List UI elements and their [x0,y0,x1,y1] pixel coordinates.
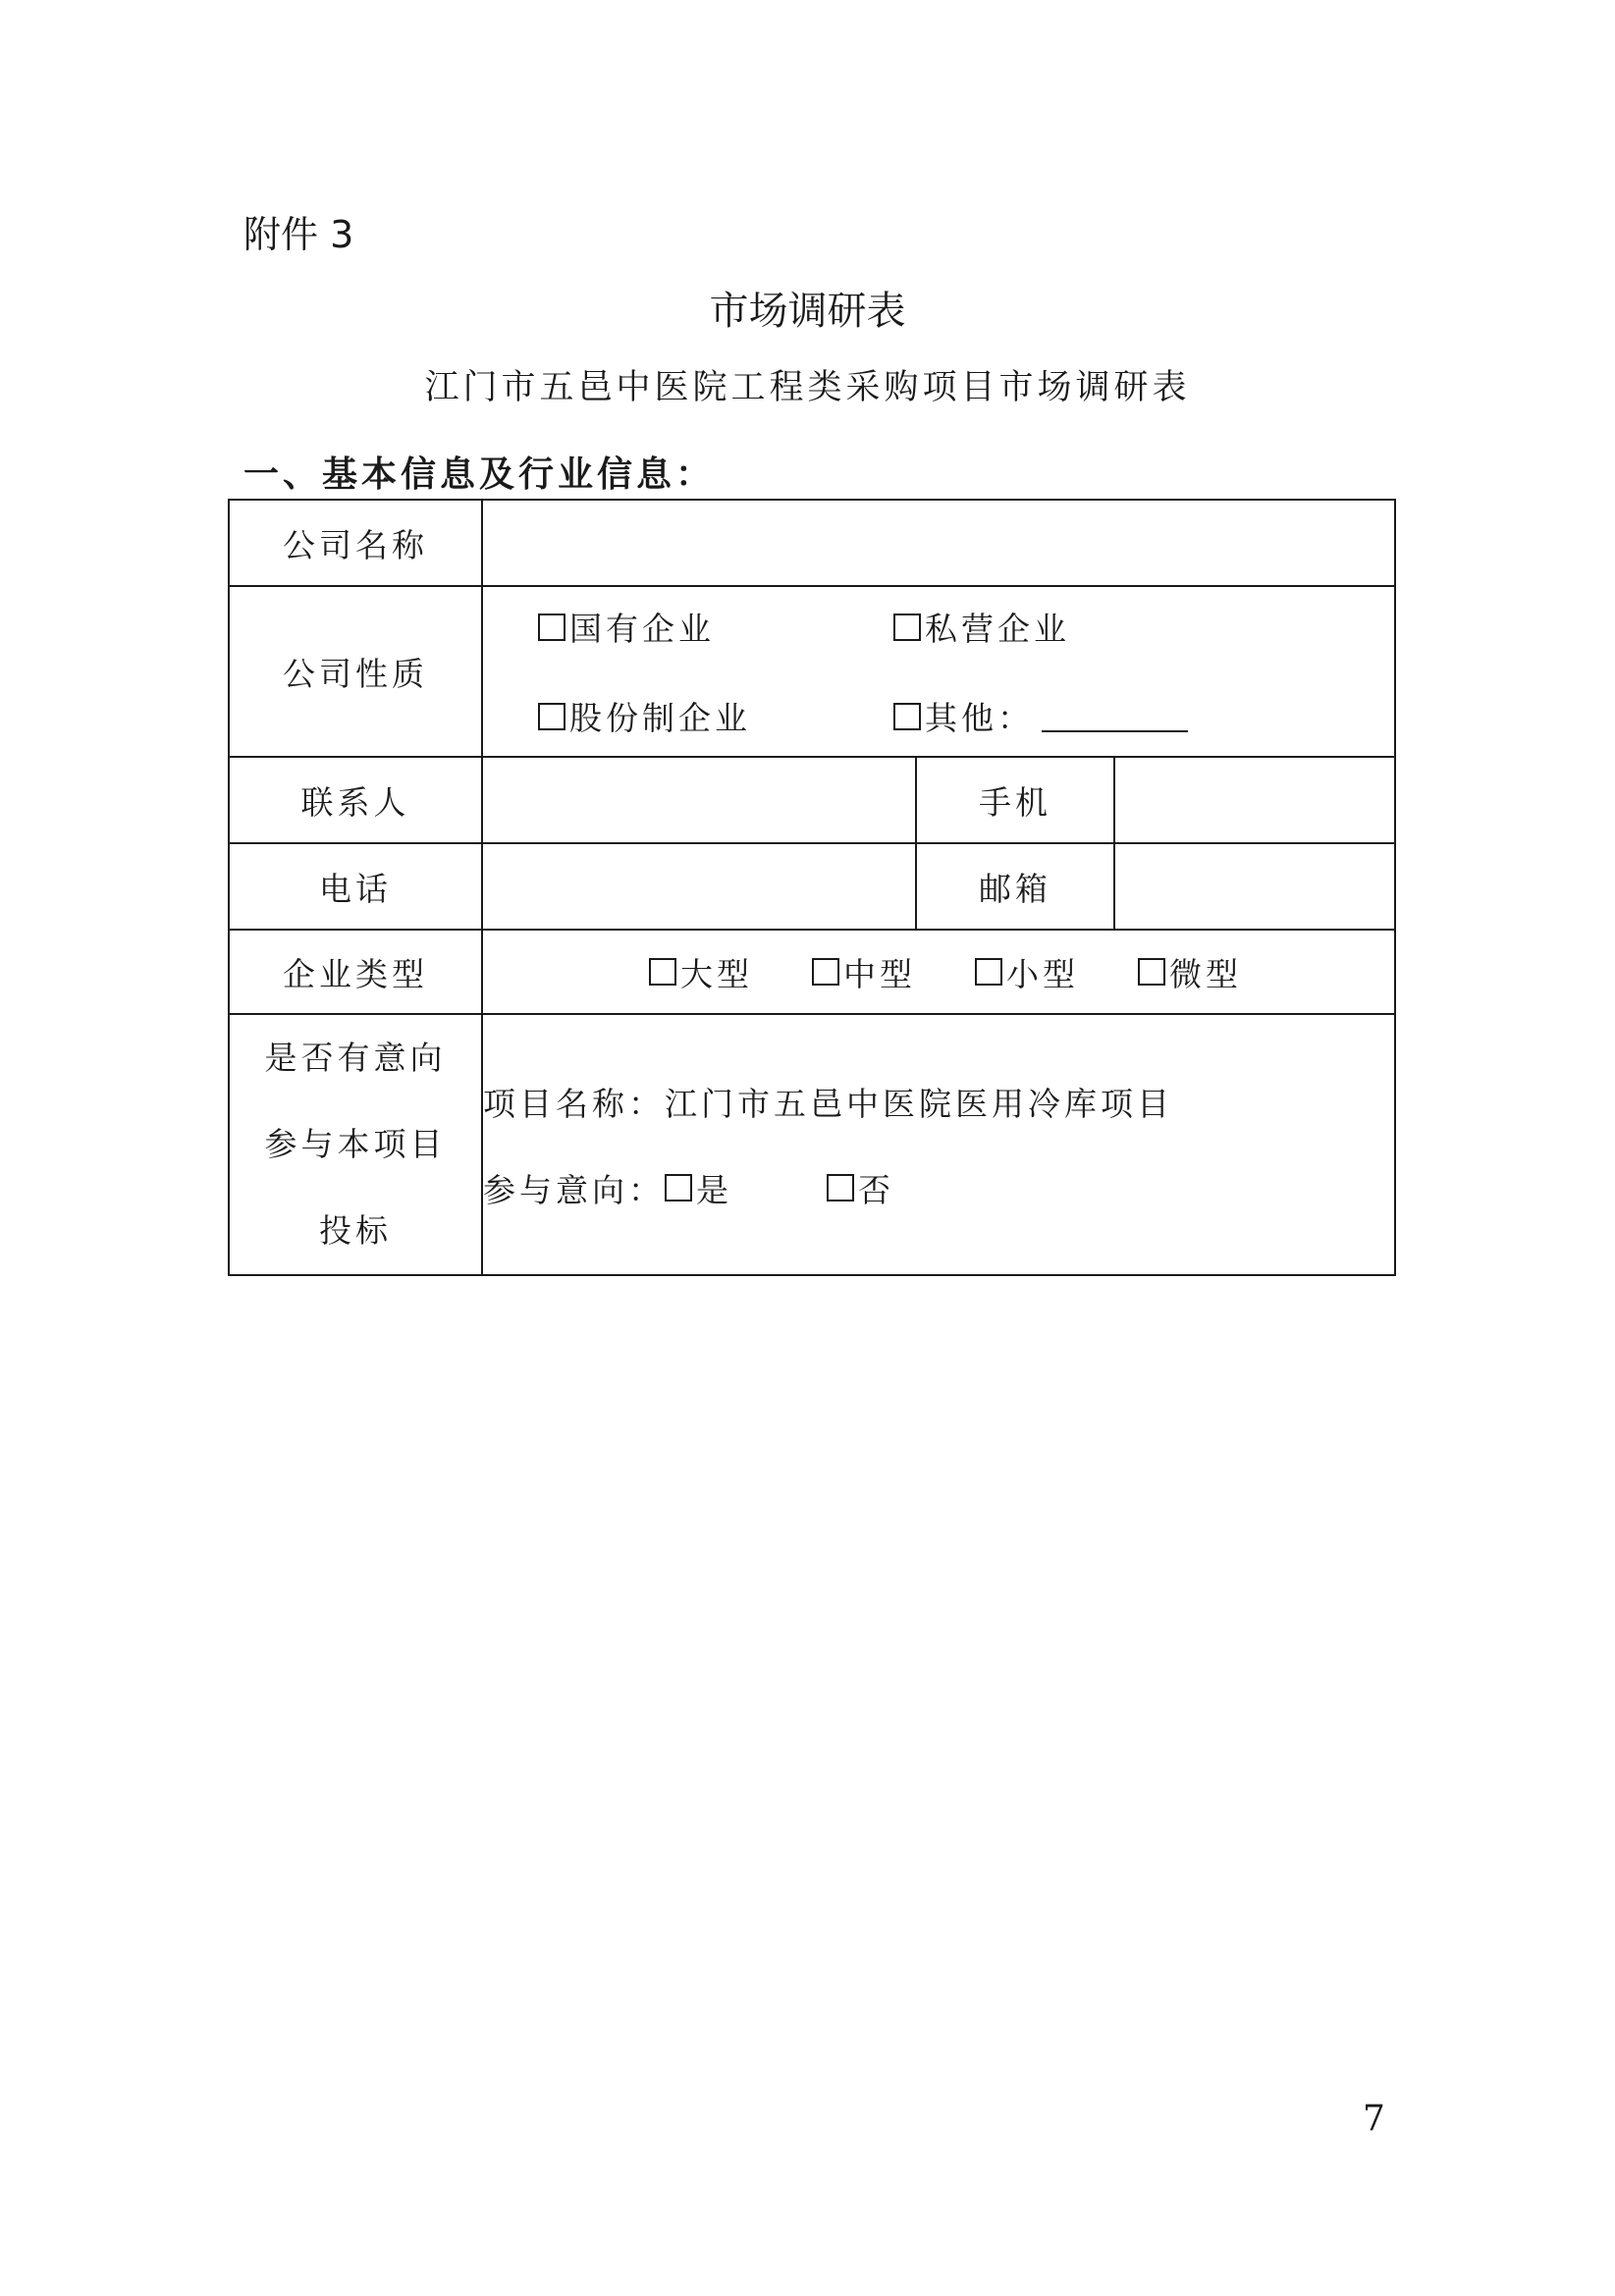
page-title: 市场调研表 [709,289,906,334]
checkbox-icon[interactable] [893,703,921,730]
intent-option-label: 否 [858,1170,894,1209]
bid-intent-label [229,1014,482,1275]
nature-option-private[interactable] [893,604,1188,650]
nature-option-other[interactable] [893,693,1188,739]
other-blank-field[interactable] [1042,701,1188,732]
bid-intent-row [229,1014,1395,1275]
intent-prefix: 参与意向： [483,1170,665,1209]
mobile-field[interactable] [1114,757,1395,843]
enterprise-type-row [229,930,1395,1014]
checkbox-icon[interactable] [538,614,565,641]
checkbox-icon[interactable] [893,614,921,641]
nature-option-label: 其他： [925,699,1034,737]
project-name-text: 项目名称：江门市五邑中医院医用冷库项目 [483,1084,1173,1123]
company-nature-row [229,586,1395,757]
checkbox-icon[interactable] [665,1174,692,1201]
enterprise-type-option-label: 大型 [680,954,754,993]
company-name-row [229,500,1395,586]
nature-option-state-owned[interactable] [538,604,893,650]
bid-intent-label-line: 参与本项目 [264,1125,447,1163]
company-nature-label: 公司性质 [229,586,482,757]
survey-form-table [228,499,1396,1276]
email-field[interactable] [1114,843,1395,930]
intent-option-no[interactable] [827,1165,894,1211]
checkbox-icon[interactable] [1138,958,1165,986]
attachment-label: 附件 3 [243,213,354,256]
intent-options-line [483,1145,1394,1231]
section-heading: 一、基本信息及行业信息： [243,454,716,495]
enterprise-type-small[interactable] [975,949,1079,995]
bid-intent-content [482,1014,1395,1275]
intent-option-label: 是 [696,1170,732,1209]
checkbox-icon[interactable] [827,1174,854,1201]
checkbox-icon[interactable] [538,703,565,730]
phone-label: 电话 [229,843,482,930]
company-nature-options [482,586,1395,757]
checkbox-icon[interactable] [649,958,676,986]
page-subtitle: 江门市五邑中医院工程类采购项目市场调研表 [424,368,1191,407]
nature-option-label: 国有企业 [569,610,715,648]
contact-row [229,757,1395,843]
nature-option-label: 私营企业 [925,610,1070,648]
phone-row [229,843,1395,930]
nature-option-joint-stock[interactable] [538,693,893,739]
enterprise-type-option-label: 微型 [1169,954,1243,993]
enterprise-type-large[interactable] [649,949,753,995]
bid-intent-label-line: 投标 [319,1211,392,1250]
company-name-field[interactable] [482,500,1395,586]
email-label: 邮箱 [916,843,1114,930]
enterprise-type-option-label: 小型 [1006,954,1080,993]
enterprise-type-options [482,930,1395,1014]
company-name-label: 公司名称 [229,500,482,586]
intent-option-yes[interactable] [665,1165,732,1211]
nature-option-label: 股份制企业 [569,699,751,737]
contact-field[interactable] [482,757,916,843]
enterprise-type-option-label: 中型 [843,954,917,993]
bid-intent-label-line: 是否有意向 [264,1039,447,1077]
page-number: 7 [1363,2099,1385,2139]
checkbox-icon[interactable] [975,958,1002,986]
phone-field[interactable] [482,843,916,930]
checkbox-icon[interactable] [812,958,839,986]
enterprise-type-label: 企业类型 [229,930,482,1014]
enterprise-type-micro[interactable] [1138,949,1242,995]
mobile-label: 手机 [916,757,1114,843]
enterprise-type-medium[interactable] [812,949,916,995]
contact-label: 联系人 [229,757,482,843]
